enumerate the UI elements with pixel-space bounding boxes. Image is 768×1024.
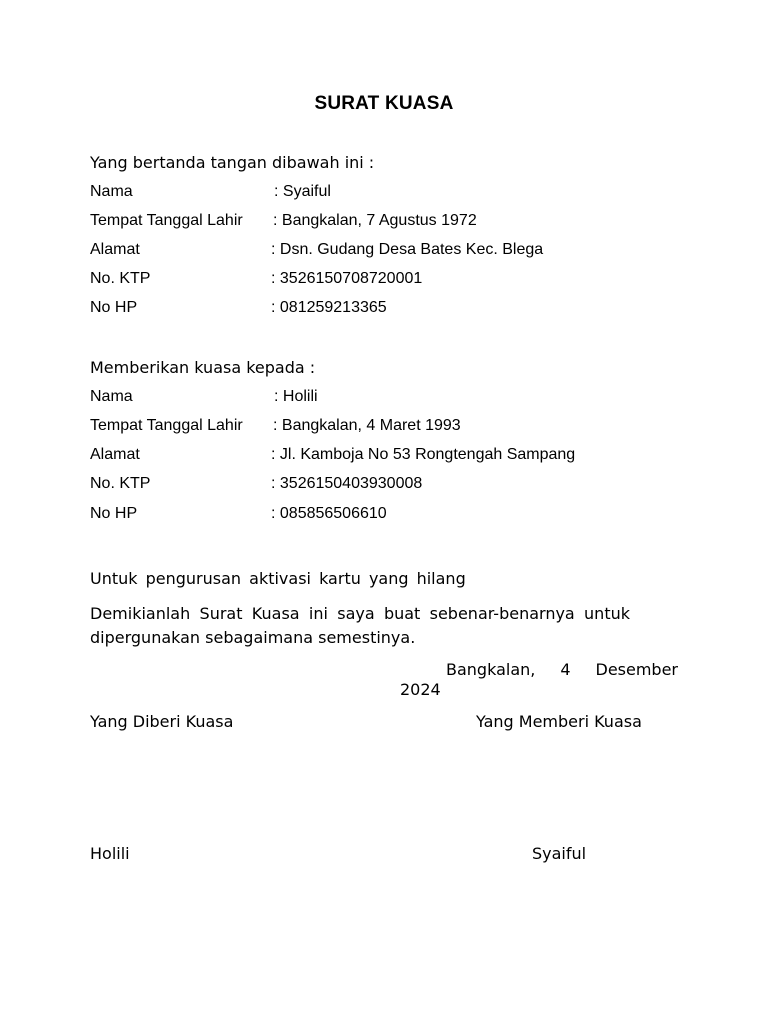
field-value: : Bangkalan, 7 Agustus 1972 [273, 212, 477, 229]
grantee-signature-name: Holili [90, 844, 130, 863]
field-value: : 3526150403930008 [271, 475, 423, 492]
grantor-intro: Yang bertanda tangan dibawah ini : [90, 153, 375, 172]
field-label: No. KTP [90, 475, 151, 492]
field-label: Alamat [90, 241, 140, 258]
field-label: No HP [90, 505, 138, 522]
purpose-text: Untuk pengurusan aktivasi kartu yang hilang [90, 569, 466, 588]
grantor-signature-label: Yang Memberi Kuasa [476, 712, 642, 731]
grantee-intro: Memberikan kuasa kepada : [90, 358, 316, 377]
field-label: Tempat Tanggal Lahir [90, 212, 243, 229]
grantee-name-row [90, 388, 650, 410]
field-label: Nama [90, 388, 133, 405]
field-value: : 081259213365 [271, 299, 387, 316]
grantee-address-row [90, 446, 650, 468]
field-label: Alamat [90, 446, 140, 463]
grantee-signature-label: Yang Diberi Kuasa [90, 712, 234, 731]
grantee-phone-row [90, 505, 650, 527]
field-value: : Jl. Kamboja No 53 Rongtengah Sampang [271, 446, 576, 463]
grantor-address-row [90, 241, 650, 263]
field-label: No HP [90, 299, 138, 316]
document-title: SURAT KUASA [314, 93, 454, 114]
grantee-birth-row [90, 417, 650, 439]
field-label: Nama [90, 183, 133, 200]
field-label: Tempat Tanggal Lahir [90, 417, 243, 434]
field-value: : Holili [274, 388, 318, 405]
field-value: : Syaiful [274, 183, 331, 200]
field-value: : 085856506610 [271, 505, 387, 522]
field-label: No. KTP [90, 270, 151, 287]
grantor-phone-row [90, 299, 650, 321]
closing-paragraph: Demikianlah Surat Kuasa ini saya buat sebenar-benarnya untuk dipergunakan sebagaimana semestinya. [90, 604, 630, 647]
field-value: : Bangkalan, 4 Maret 1993 [273, 417, 461, 434]
grantee-ktp-row [90, 475, 650, 497]
grantor-ktp-row [90, 270, 650, 292]
grantor-birth-row [90, 212, 650, 234]
field-value: : 3526150708720001 [271, 270, 423, 287]
grantor-name-row [90, 183, 650, 205]
place-date: Bangkalan, 4 Desember 2024 [400, 660, 678, 699]
field-value: : Dsn. Gudang Desa Bates Kec. Blega [271, 241, 544, 258]
grantor-signature-name: Syaiful [532, 844, 587, 863]
